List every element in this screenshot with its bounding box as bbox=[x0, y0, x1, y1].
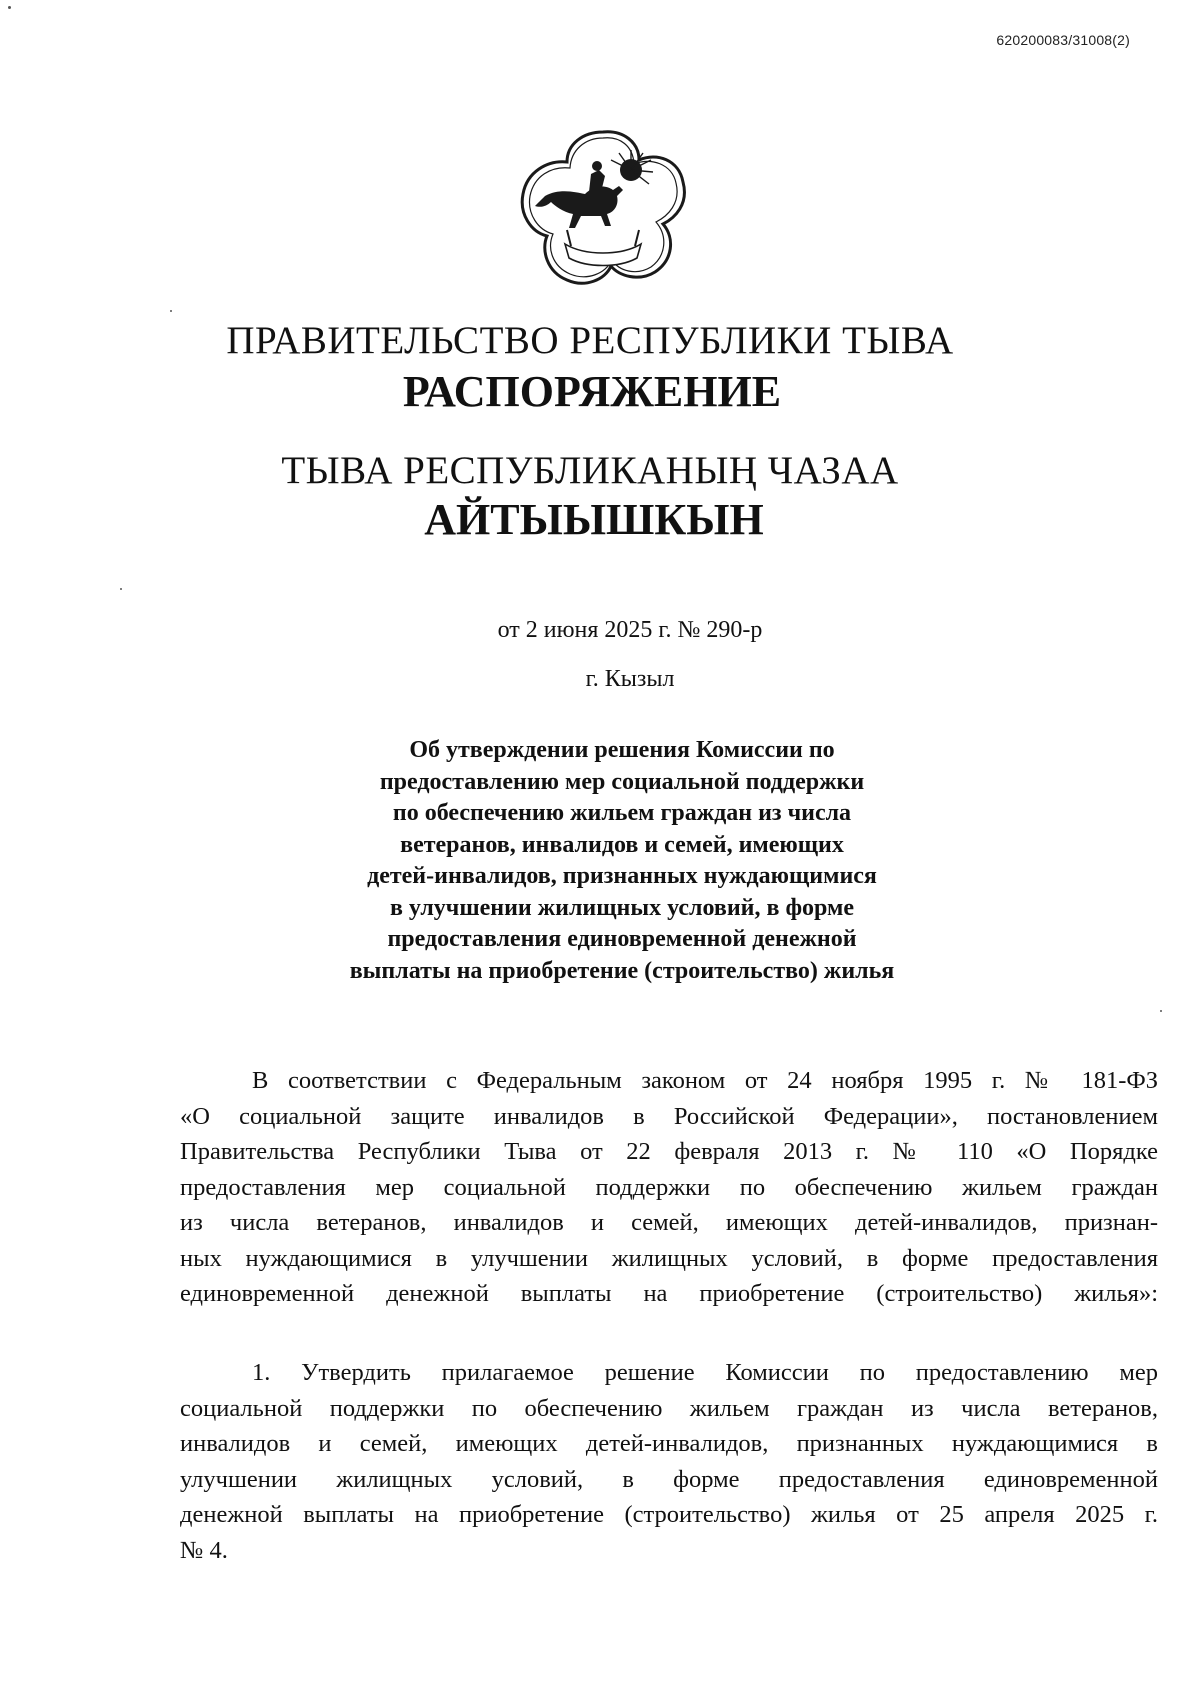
document-code: 620200083/31008(2) bbox=[996, 32, 1130, 48]
emblem-graphic bbox=[515, 126, 691, 291]
order-city: г. Кызыл bbox=[585, 666, 675, 692]
paragraph-line: Правительства Республики Тыва от 22 февраля 2013 г. № 110 «О Порядке bbox=[180, 1138, 1158, 1165]
paragraph-line: 1. Утвердить прилагаемое решение Комиссии по предоставлению мер bbox=[252, 1359, 1158, 1386]
government-title-ru: ПРАВИТЕЛЬСТВО РЕСПУБЛИКИ ТЫВА bbox=[226, 319, 954, 362]
paragraph-line: социальной поддержки по обеспечению жильем граждан из числа ветеранов, bbox=[180, 1394, 1158, 1422]
subject-line: в улучшении жилищных условий, в форме bbox=[389, 894, 855, 921]
paragraph-line: предоставления мер социальной поддержки по обеспечению жильем граждан bbox=[180, 1173, 1158, 1201]
paragraph-line: ных нуждающимися в улучшении жилищных условий, в форме предоставления bbox=[180, 1244, 1158, 1272]
subject-line: выплаты на приобретение (строительство) жилья bbox=[349, 957, 895, 984]
paragraph-line: № 4. bbox=[180, 1536, 228, 1564]
subject-line: по обеспечению жильем граждан из числа bbox=[392, 800, 852, 826]
paragraph-line: улучшении жилищных условий, в форме предоставления единовременной bbox=[180, 1465, 1158, 1493]
paragraph-line: «О социальной защите инвалидов в Российской Федерации», постановлением bbox=[180, 1102, 1158, 1130]
order-date-number: от 2 июня 2025 г. № 290-р bbox=[497, 617, 763, 643]
paragraph-line: инвалидов и семей, имеющих детей-инвалидов, признанных нуждающимися в bbox=[180, 1430, 1158, 1457]
paragraph-line: денежной выплаты на приобретение (строительство) жилья от 25 апреля 2025 г. bbox=[180, 1501, 1158, 1528]
paragraph-line: из числа ветеранов, инвалидов и семей, имеющих детей-инвалидов, признан- bbox=[180, 1209, 1158, 1236]
scan-speck bbox=[1160, 1010, 1162, 1012]
item-1-paragraph bbox=[180, 1355, 1158, 1568]
scan-speck bbox=[8, 6, 11, 9]
preamble-paragraph bbox=[180, 1063, 1158, 1312]
subject-line: предоставлению мер социальной поддержки bbox=[379, 768, 865, 795]
order-title-ru: РАСПОРЯЖЕНИЕ bbox=[402, 367, 782, 416]
government-title-tyv: ТЫВА РЕСПУБЛИКАНЫҢ ЧАЗАА bbox=[281, 449, 899, 492]
paragraph-line: единовременной денежной выплаты на приобретение (строительство) жилья»: bbox=[180, 1280, 1158, 1307]
scan-speck bbox=[170, 310, 172, 312]
subject-line: детей-инвалидов, признанных нуждающимися bbox=[367, 863, 877, 889]
order-subject bbox=[0, 735, 1200, 987]
subject-line: предоставления единовременной денежной bbox=[387, 926, 857, 952]
order-title-tyv: АЙТЫЫШКЫН bbox=[424, 495, 764, 544]
subject-line: Об утверждении решения Комиссии по bbox=[409, 737, 835, 763]
subject-line: ветеранов, инвалидов и семей, имеющих bbox=[400, 831, 844, 858]
coat-of-arms-emblem bbox=[515, 126, 691, 291]
paragraph-line: В соответствии с Федеральным законом от 24 ноября 1995 г. № 181-ФЗ bbox=[252, 1067, 1158, 1094]
scan-speck bbox=[120, 588, 122, 590]
